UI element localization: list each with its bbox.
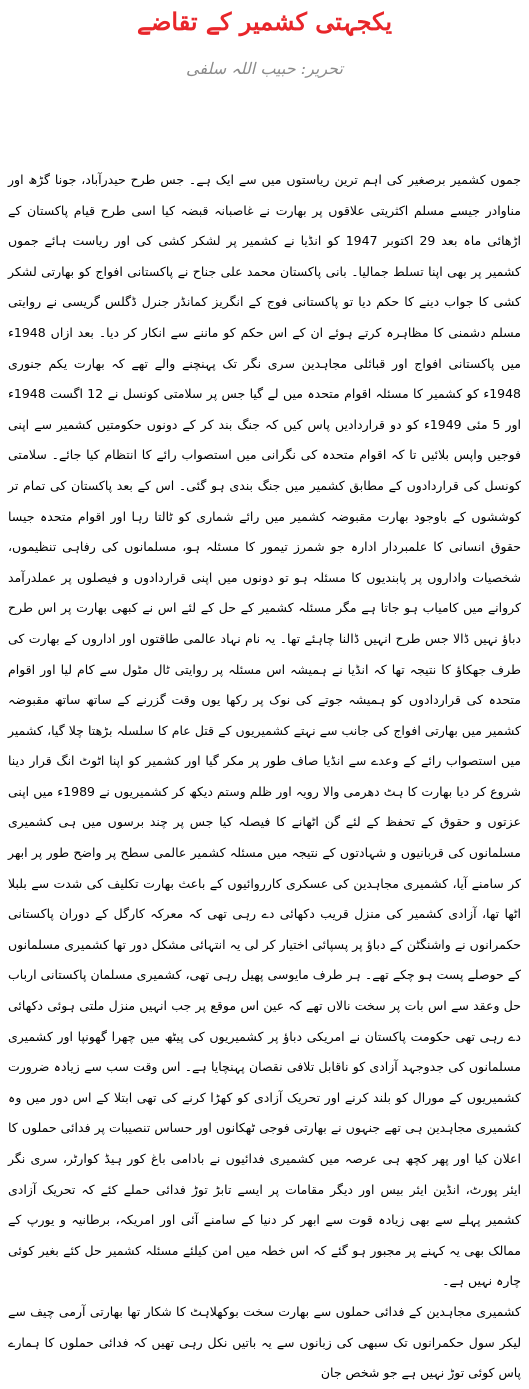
article-paragraph-2: کشمیری مجاہدین کے فدائی حملوں سے بھارت سخت بوکھلاہٹ کا شکار تھا بھارتی آرمی چیف سے لیکر سول حکمرانوں تک سبھی کی زبانوں سے یہ باتیں نکل رہی تھیں کہ فدائی حملوں کا ہمارے پاس کوئی توڑ نہیں ہے جو شخص جان — [8, 1303, 521, 1381]
author-byline: تحریر: حبیب اللہ سلفی — [186, 59, 343, 78]
article-paragraph-1: جموں کشمیر برصغیر کی اہم ترین ریاستوں میں سے ایک ہے۔ جس طرح حیدرآباد، جونا گڑھ اور مناوادر جیسے مسلم اکثریتی علاقوں پر بھارت نے غاصبانہ قبضہ کیا اسی طرح قیام پاکستان کے اڑھائی ماہ بعد 29 اکتوبر 1947 کو انڈیا نے کشمیر پر لشکر کشی کی اور ریاست ہائے جموں کشمیر پر بھی اپنا تسلط جمالیا۔ بانی پاکستان محمد علی جناح نے پاکستانی افواج کو بھارتی لشکر کشی کا جواب دینے کا حکم دیا تو پاکستانی فوج کے انگریز کمانڈر جنرل ڈگلس گریسی نے روایتی مسلم دشمنی کا مظاہرہ کرتے ہوئے ان کے اس حکم کو ماننے سے انکار کر دیا۔ بعد ازاں 1948ء میں پاکستانی افواج اور قبائلی مجاہدین سری نگر تک پہنچنے والے تھے کہ بھارت یکم جنوری 1948ء کو کشمیر کا مسئلہ اقوام متحدہ میں لے گیا جس پر سلامتی کونسل نے 12 اگست 1948ء اور 5 مئی 1949ء کو دو قراردادیں پاس کیں کہ جنگ بند کر کے دونوں حکومتیں کشمیر سے اپنی فوجیں واپس بلائیں تا کہ اقوام متحدہ کی نگرانی میں استصواب رائے کا انتظام کیا جائے۔ سلامتی کونسل کی قراردادوں کے مطابق کشمیر میں جنگ بندی ہو گئی۔ اس کے بعد پاکستان کی تمام تر کوششوں کے باوجود بھارت مقبوضہ کشمیر میں رائے شماری کو ٹالتا رہا اور اقوام متحدہ جیسا حقوق انسانی کا علمبردار ادارہ جو شمرز تیمور کا مسئلہ ہو، مسلمانوں کی رفاہی تنظیموں، شخصیات واداروں پر پابندیوں کا مسئلہ ہو تو دونوں میں اپنی قراردادوں و فیصلوں پر عملدرآمد کروانے میں کامیاب ہو جاتا ہے مگر مسئلہ کشمیر کے حل کے لئے اس نے کبھی بھارت پر اس طرح دباؤ نہیں ڈالا جس طرح انہیں ڈالنا چاہئے تھا۔ یہ نام نہاد عالمی طاقتوں اور اداروں کے بھارت کی طرف جھکاؤ کا نتیجہ تھا کہ انڈیا نے ہمیشہ اس مسئلہ پر روایتی ٹال مٹول سے کام لیا اور اقوام متحدہ کی قراردادوں کو ہمیشہ جوتے کی نوک پر رکھا یوں وقت گزرنے کے ساتھ ساتھ مقبوضہ کشمیر میں بھارتی افواج کی جانب سے نہتے کشمیریوں کے قتل عام کا سلسلہ بڑھتا چلا گیا، کشمیر میں استصواب رائے کے وعدے سے انڈیا صاف طور پر مکر گیا اور کشمیر کو اپنا اٹوٹ انگ قرار دینا شروع کر دیا بھارت کا ہٹ دھرمی والا رویہ اور ظلم وستم دیکھ کر کشمیریوں نے 1989ء میں اپنی عزتوں و حقوق کے تحفظ کے لئے گن اٹھانے کا فیصلہ کیا جس پر چند برسوں میں ہی کشمیری مسلمانوں کی قربانیوں و شہادتوں کے نتیجہ میں مسئلہ کشمیر عالمی سطح پر واضح طور پر ابھر کر سامنے آیا، کشمیری مجاہدین کی عسکری کارروائیوں کے باعث بھارت تکلیف کی شدت سے بلبلا اٹھا تھا، آزادی کشمیر کی منزل قریب دکھائی دے رہی تھی کہ معرکہ کارگل کے دوران پاکستانی حکمرانوں نے واشنگٹن کے دباؤ پر پسپائی اختیار کر لی یہ انتہائی مشکل دور تھا کشمیری مسلمانوں کے حوصلے پست ہو چکے تھے۔ ہر طرف مایوسی پھیل رہی تھی، کشمیری مسلمان پاکستانی ارباب حل وعقد سے اس بات پر سخت نالاں تھے کہ عین اس موقع پر جب انہیں منزل ملتی ہوئی دکھائی دے رہی تھی حکومت پاکستان نے امریکی دباؤ پر کشمیریوں کی پیٹھ میں چھرا گھونپا اور کشمیری مسلمانوں کی جدوجہد آزادی کو ناقابل تلافی نقصان پہنچایا ہے۔ اس وقت سب سے زیادہ ضرورت کشمیریوں کے مورال کو بلند کرنے اور تحریک آزادی کو کھڑا کرنے کی تھی ابتلا کے اس دور میں وہ کشمیری مجاہدین ہی تھے جنہوں نے بھارتی فوجی ٹھکانوں اور حساس تنصیبات پر فدائی حملوں کا اعلان کیا اور پھر کچھ ہی عرصہ میں کشمیری فدائیوں نے بادامی باغ کور ہیڈ کوارٹر، سری نگر ایئر پورٹ، انڈین ایئر بیس اور دیگر مقامات پر ایسے تابڑ توڑ فدائی حملے کئے کہ تحریک آزادی کشمیر پہلے سے بھی زیادہ قوت سے ابھر کر دنیا کے سامنے آئی اور امریکہ، برطانیہ و یورپ کے ممالک بھی یہ کہنے پر مجبور ہو گئے کہ اس خطہ میں امن کیلئے مسئلہ کشمیر حل کئے بغیر کوئی چارہ نہیں ہے۔ — [8, 172, 522, 1289]
article-title: یکجہتی کشمیر کے تقاضے — [136, 7, 393, 36]
article-body — [8, 165, 522, 1381]
